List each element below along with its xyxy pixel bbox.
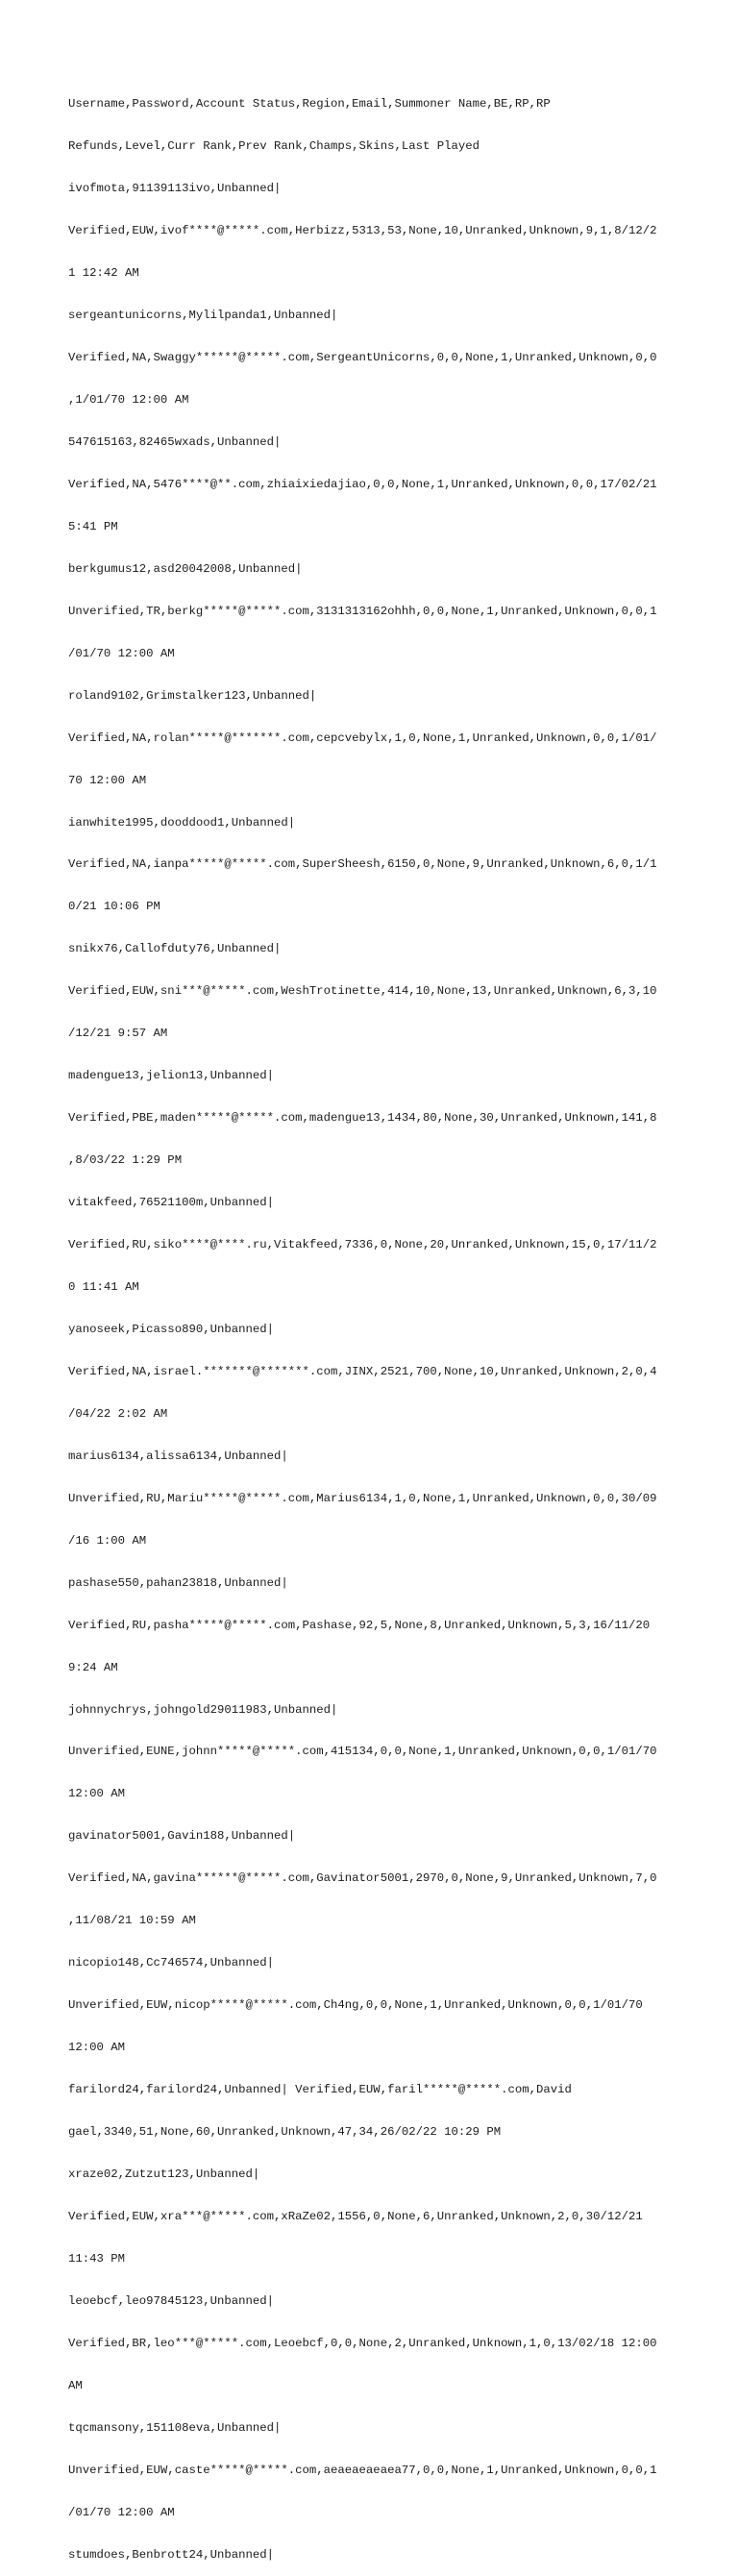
text-line: 0 11:41 AM xyxy=(68,1280,139,1294)
text-line: roland9102,Grimstalker123,Unbanned| xyxy=(68,688,317,703)
text-line: ,11/08/21 10:59 AM xyxy=(68,1914,196,1928)
text-line: /01/70 12:00 AM xyxy=(68,2505,175,2519)
text-line: farilord24,farilord24,Unbanned| Verified,EUW,faril*****@*****.com,David xyxy=(68,2083,572,2097)
text-line: yanoseek,Picasso890,Unbanned| xyxy=(68,1322,275,1336)
text-line: 1 12:42 AM xyxy=(68,266,139,281)
text-line: /12/21 9:57 AM xyxy=(68,1027,168,1041)
text-line: 547615163,82465wxads,Unbanned| xyxy=(68,434,282,449)
text-line: berkgumus12,asd20042008,Unbanned| xyxy=(68,561,303,576)
text-line: Unverified,RU,Mariu*****@*****.com,Marius6134,1,0,None,1,Unranked,Unknown,0,0,30/09 xyxy=(68,1491,657,1505)
text-line: 9:24 AM xyxy=(68,1660,118,1674)
text-line: Verified,NA,Swaggy******@*****.com,SergeantUnicorns,0,0,None,1,Unranked,Unknown,0,0 xyxy=(68,351,657,365)
text-line: AM xyxy=(68,2378,83,2392)
text-line: Unverified,EUW,nicop*****@*****.com,Ch4ng,0,0,None,1,Unranked,Unknown,0,0,1/01/70 xyxy=(68,1998,643,2013)
text-line: Verified,NA,5476****@**.com,zhiaixiedajiao,0,0,None,1,Unranked,Unknown,0,0,17/02/21 xyxy=(68,477,657,491)
text-line: xraze02,Zutzut123,Unbanned| xyxy=(68,2167,260,2182)
text-line: Refunds,Level,Curr Rank,Prev Rank,Champs,Skins,Last Played xyxy=(68,139,480,154)
text-line: leoebcf,leo97845123,Unbanned| xyxy=(68,2293,275,2308)
text-line: marius6134,alissa6134,Unbanned| xyxy=(68,1449,288,1463)
text-line: Verified,RU,pasha*****@*****.com,Pashase,92,5,None,8,Unranked,Unknown,5,3,16/11/20 xyxy=(68,1618,651,1632)
text-line: 11:43 PM xyxy=(68,2251,126,2266)
text-line: ,8/03/22 1:29 PM xyxy=(68,1153,183,1168)
text-line: Verified,EUW,ivof****@*****.com,Herbizz,5313,53,None,10,Unranked,Unknown,9,1,8/12/2 xyxy=(68,224,657,238)
text-line: /01/70 12:00 AM xyxy=(68,646,175,660)
text-line: Username,Password,Account Status,Region,Email,Summoner Name,BE,RP,RP xyxy=(68,97,551,111)
text-line: Verified,NA,rolan*****@*******.com,cepcvebylx,1,0,None,1,Unranked,Unknown,0,0,1/01/ xyxy=(68,731,657,745)
document-body xyxy=(68,69,674,2576)
text-line: Unverified,EUNE,johnn*****@*****.com,415134,0,0,None,1,Unranked,Unknown,0,0,1/01/70 xyxy=(68,1745,657,1759)
text-line: 70 12:00 AM xyxy=(68,773,147,787)
text-line: gavinator5001,Gavin188,Unbanned| xyxy=(68,1829,296,1844)
text-line: Verified,NA,israel.*******@*******.com,JINX,2521,700,None,10,Unranked,Unknown,2,0,4 xyxy=(68,1364,657,1378)
text-line: 0/21 10:06 PM xyxy=(68,900,160,914)
text-line: ivofmota,91139113ivo,Unbanned| xyxy=(68,182,282,196)
text-line: Verified,BR,leo***@*****.com,Leoebcf,0,0,None,2,Unranked,Unknown,1,0,13/02/18 12:00 xyxy=(68,2336,657,2350)
text-line: /04/22 2:02 AM xyxy=(68,1406,168,1421)
text-line: Unverified,EUW,caste*****@*****.com,aeaeaeaeaea77,0,0,None,1,Unranked,Unknown,0,0,1 xyxy=(68,2463,657,2477)
text-line: madengue13,jelion13,Unbanned| xyxy=(68,1069,275,1083)
text-line: 12:00 AM xyxy=(68,2041,126,2055)
text-line: Verified,NA,ianpa*****@*****.com,SuperSheesh,6150,0,None,9,Unranked,Unknown,6,0,1/1 xyxy=(68,857,657,872)
text-line: Verified,RU,siko****@****.ru,Vitakfeed,7336,0,None,20,Unranked,Unknown,15,0,17/11/2 xyxy=(68,1238,657,1252)
text-line: Verified,EUW,xra***@*****.com,xRaZe02,1556,0,None,6,Unranked,Unknown,2,0,30/12/21 xyxy=(68,2209,643,2223)
text-line: 5:41 PM xyxy=(68,519,118,533)
text-line: nicopio148,Cc746574,Unbanned| xyxy=(68,1956,275,1970)
text-line: /16 1:00 AM xyxy=(68,1533,147,1548)
text-line: gael,3340,51,None,60,Unranked,Unknown,47,34,26/02/22 10:29 PM xyxy=(68,2125,502,2140)
text-line: Verified,NA,gavina******@*****.com,Gavinator5001,2970,0,None,9,Unranked,Unknown,7,0 xyxy=(68,1871,657,1886)
text-line: Verified,PBE,maden*****@*****.com,madengue13,1434,80,None,30,Unranked,Unknown,141,8 xyxy=(68,1111,657,1126)
text-line: Verified,EUW,sni***@*****.com,WeshTrotinette,414,10,None,13,Unranked,Unknown,6,3,10 xyxy=(68,984,657,999)
text-line: ,1/01/70 12:00 AM xyxy=(68,392,189,407)
text-line: pashase550,pahan23818,Unbanned| xyxy=(68,1575,288,1590)
text-line: 12:00 AM xyxy=(68,1787,126,1801)
text-line: johnnychrys,johngold29011983,Unbanned| xyxy=(68,1702,338,1717)
text-line: snikx76,Callofduty76,Unbanned| xyxy=(68,942,282,956)
text-line: sergeantunicorns,Mylilpanda1,Unbanned| xyxy=(68,309,338,323)
text-line: stumdoes,Benbrott24,Unbanned| xyxy=(68,2547,275,2562)
text-line: Unverified,TR,berkg*****@*****.com,3131313162ohhh,0,0,None,1,Unranked,Unknown,0,0,1 xyxy=(68,604,657,618)
text-line: ianwhite1995,dooddood1,Unbanned| xyxy=(68,815,296,830)
text-line: vitakfeed,76521100m,Unbanned| xyxy=(68,1196,275,1210)
text-line: tqcmansony,151108eva,Unbanned| xyxy=(68,2420,282,2435)
